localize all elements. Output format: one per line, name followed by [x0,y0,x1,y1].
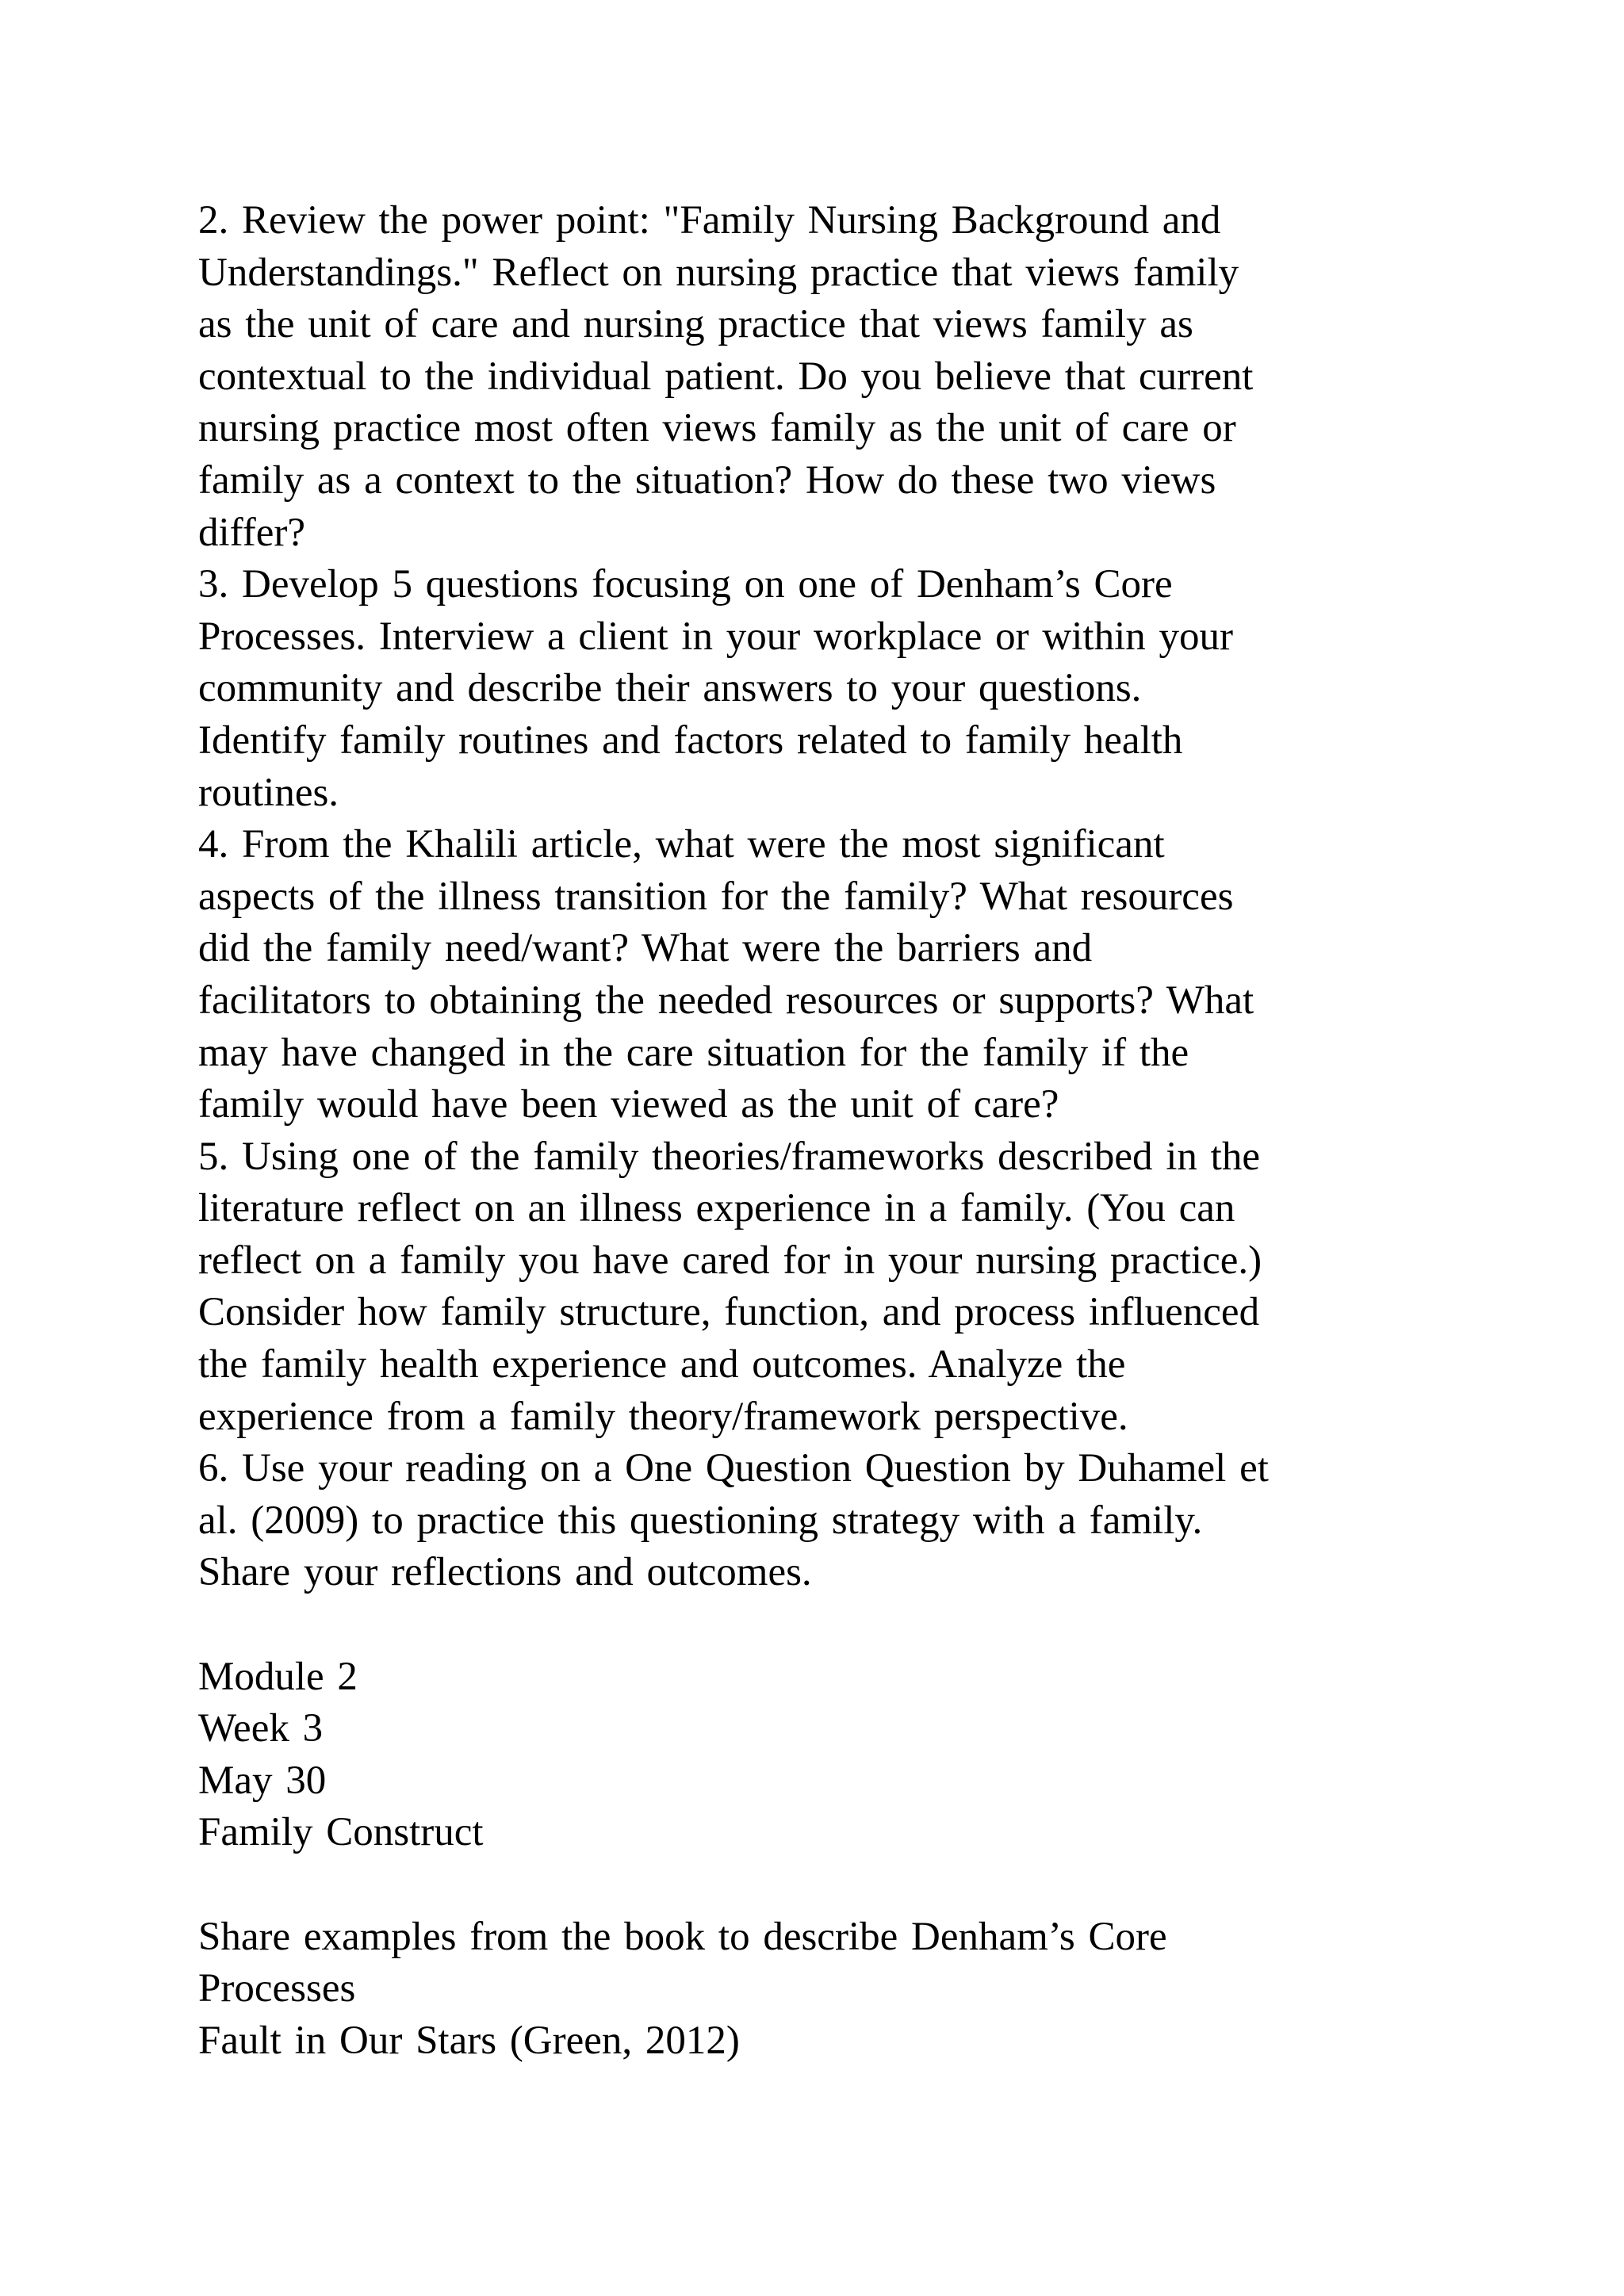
module-label: Module 2 [198,1654,358,1699]
question-3-line: Processes. Interview a client in your workplace or within your [198,614,1233,659]
question-2-line: differ? [198,510,305,555]
question-2-line: 2. Review the power point: "Family Nursing Background and [198,198,1221,243]
question-3 [198,559,1546,819]
question-4-line: facilitators to obtaining the needed resources or supports? What [198,978,1254,1023]
question-4-line: may have changed in the care situation for the family if the [198,1030,1189,1075]
question-2-line: as the unit of care and nursing practice that views family as [198,302,1193,347]
question-4-line: 4. From the Khalili article, what were the most significant [198,822,1165,867]
question-2-line: Understandings." Reflect on nursing practice that views family [198,250,1239,295]
date-label: May 30 [198,1758,327,1803]
question-4-line: family would have been viewed as the unit of care? [198,1082,1059,1127]
question-4-line: aspects of the illness transition for the family? What resources [198,874,1234,919]
question-3-line: community and describe their answers to your questions. [198,666,1142,711]
question-6-line: Share your reflections and outcomes. [198,1550,812,1595]
topic-label: Family Construct [198,1810,484,1855]
question-3-line: Identify family routines and factors related to family health [198,718,1183,763]
question-3-line: routines. [198,770,339,815]
question-6 [198,1443,1546,1599]
question-5-line: Consider how family structure, function, and process influenced [198,1290,1260,1335]
question-5-line: literature reflect on an illness experience in a family. (You can [198,1186,1235,1231]
share-line: Share examples from the book to describe Denham’s Core [198,1914,1167,1959]
question-2-line: contextual to the individual patient. Do you believe that current [198,354,1254,399]
question-2-line: nursing practice most often views family as the unit of care or [198,406,1236,451]
paragraph-spacer [198,1859,1546,1911]
question-5 [198,1131,1546,1444]
share-line: Processes [198,1966,356,2011]
question-2-line: family as a context to the situation? How do these two views [198,457,1216,503]
document-text [198,195,1546,2067]
question-6-line: 6. Use your reading on a One Question Question by Duhamel et [198,1446,1269,1491]
paragraph-spacer [198,1599,1546,1651]
question-6-line: al. (2009) to practice this questioning strategy with a family. [198,1498,1203,1543]
question-3-line: 3. Develop 5 questions focusing on one of Denham’s Core [198,562,1173,607]
question-5-line: 5. Using one of the family theories/frameworks described in the [198,1134,1260,1179]
book-reference: Fault in Our Stars (Green, 2012) [198,2018,740,2063]
module-info [198,1651,1546,1859]
share-section [198,1911,1546,2068]
question-5-line: experience from a family theory/framework perspective. [198,1394,1128,1439]
question-5-line: reflect on a family you have cared for in your nursing practice.) [198,1238,1262,1283]
week-label: Week 3 [198,1706,324,1751]
question-2 [198,195,1546,559]
question-4-line: did the family need/want? What were the barriers and [198,926,1093,971]
question-4 [198,819,1546,1131]
question-5-line: the family health experience and outcomes. Analyze the [198,1342,1126,1387]
